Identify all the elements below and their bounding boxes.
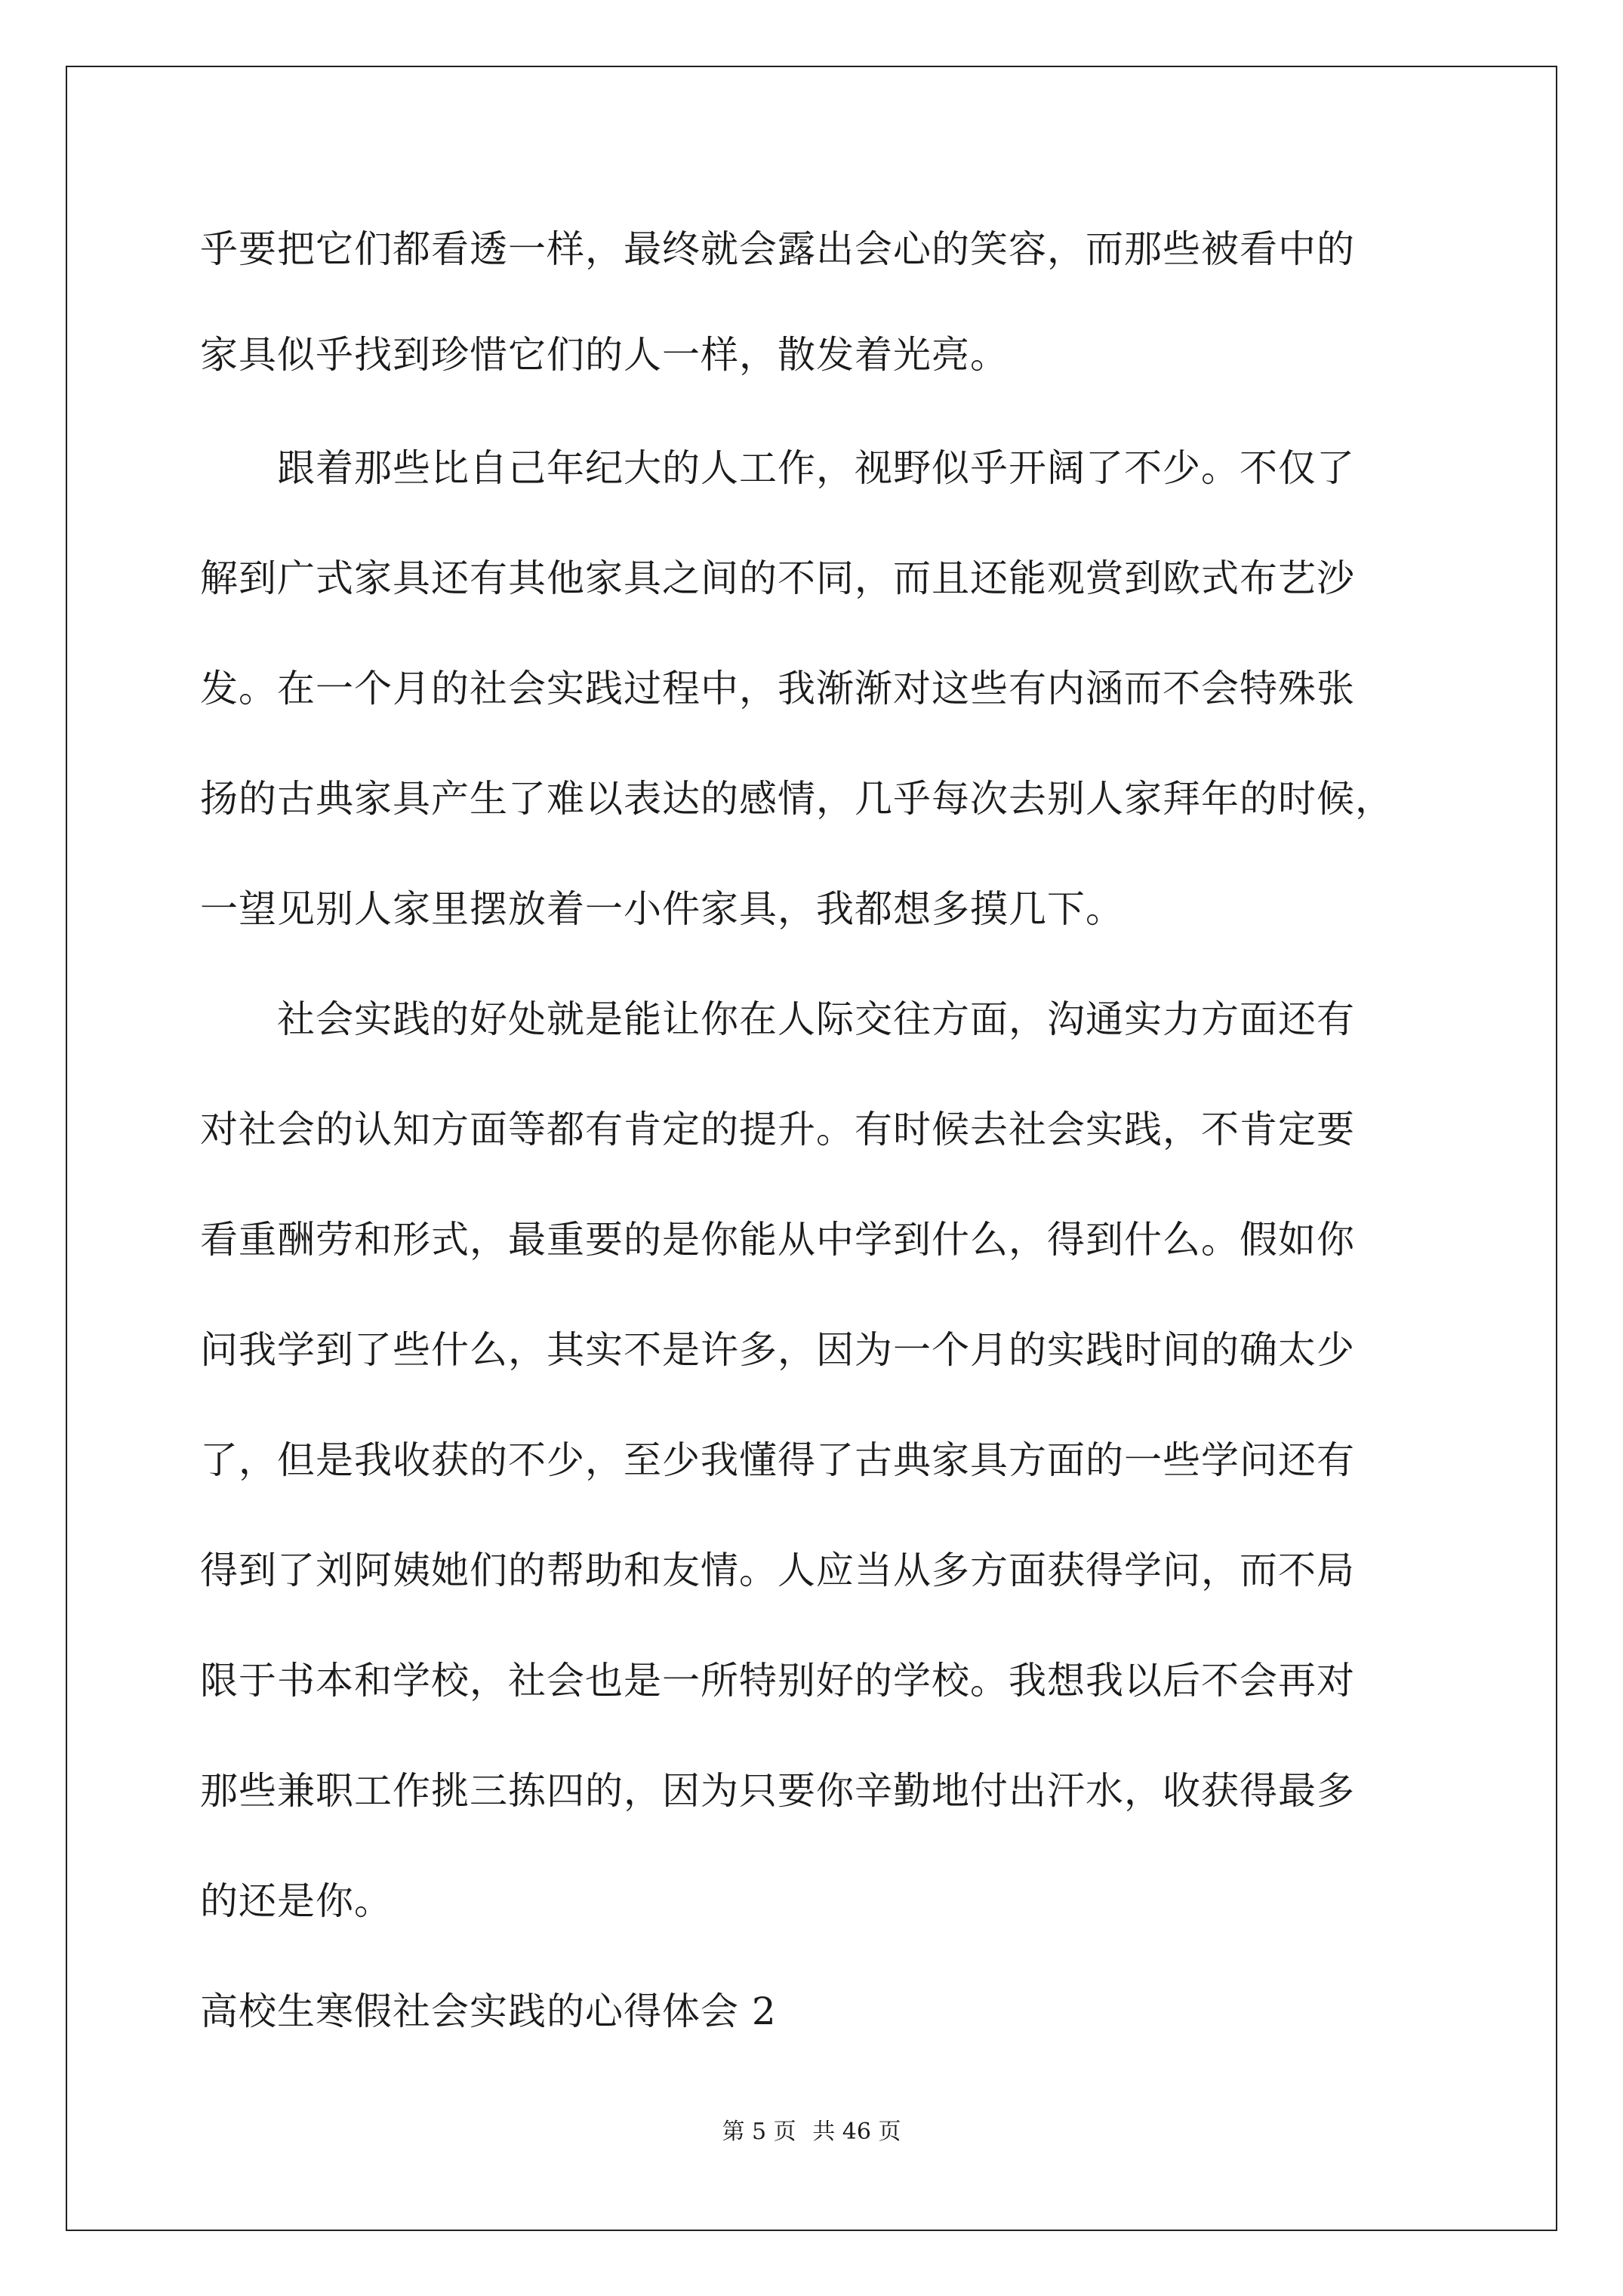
text-line: 了，但是我收获的不少，至少我懂得了古典家具方面的一些学问还有: [200, 1438, 1355, 1482]
text-line: 社会实践的好处就是能让你在人际交往方面，沟通实力方面还有: [200, 997, 1355, 1041]
text-line: 得到了刘阿姨她们的帮助和友情。人应当从多方面获得学问，而不局: [200, 1549, 1355, 1592]
text-line: 限于书本和学校，社会也是一所特别好的学校。我想我以后不会再对: [200, 1659, 1355, 1703]
text-line: 发。在一个月的社会实践过程中，我渐渐对这些有内涵而不会特殊张: [200, 667, 1355, 710]
page-number: 第 5 页: [722, 2119, 796, 2145]
text-line: 一望见别人家里摆放着一小件家具，我都想多摸几下。: [200, 887, 1124, 931]
text-line: 那些兼职工作挑三拣四的，因为只要你辛勤地付出汗水，收获得最多: [200, 1769, 1355, 1813]
text-line: 家具似乎找到珍惜它们的人一样，散发着光亮。: [200, 333, 1009, 377]
text-line: 的还是你。: [200, 1879, 393, 1923]
text-line: 乎要把它们都看透一样，最终就会露出会心的笑容，而那些被看中的: [200, 227, 1355, 271]
text-line: 扬的古典家具产生了难以表达的感情，几乎每次去别人家拜年的时候，: [200, 777, 1394, 821]
text-line: 对社会的认知方面等都有肯定的提升。有时候去社会实践，不肯定要: [200, 1108, 1355, 1151]
section-heading: 高校生寒假社会实践的心得体会 2: [200, 1989, 777, 2033]
text-line: 看重酬劳和形式，最重要的是你能从中学到什么，得到什么。假如你: [200, 1218, 1355, 1262]
text-line: 跟着那些比自己年纪大的人工作，视野似乎开阔了不少。不仅了: [200, 446, 1355, 490]
page-footer: [0, 2117, 1623, 2147]
page-total: 共 46 页: [812, 2119, 901, 2145]
text-line: 解到广式家具还有其他家具之间的不同，而且还能观赏到欧式布艺沙: [200, 556, 1355, 600]
text-line: 问我学到了些什么，其实不是许多，因为一个月的实践时间的确太少: [200, 1328, 1355, 1372]
